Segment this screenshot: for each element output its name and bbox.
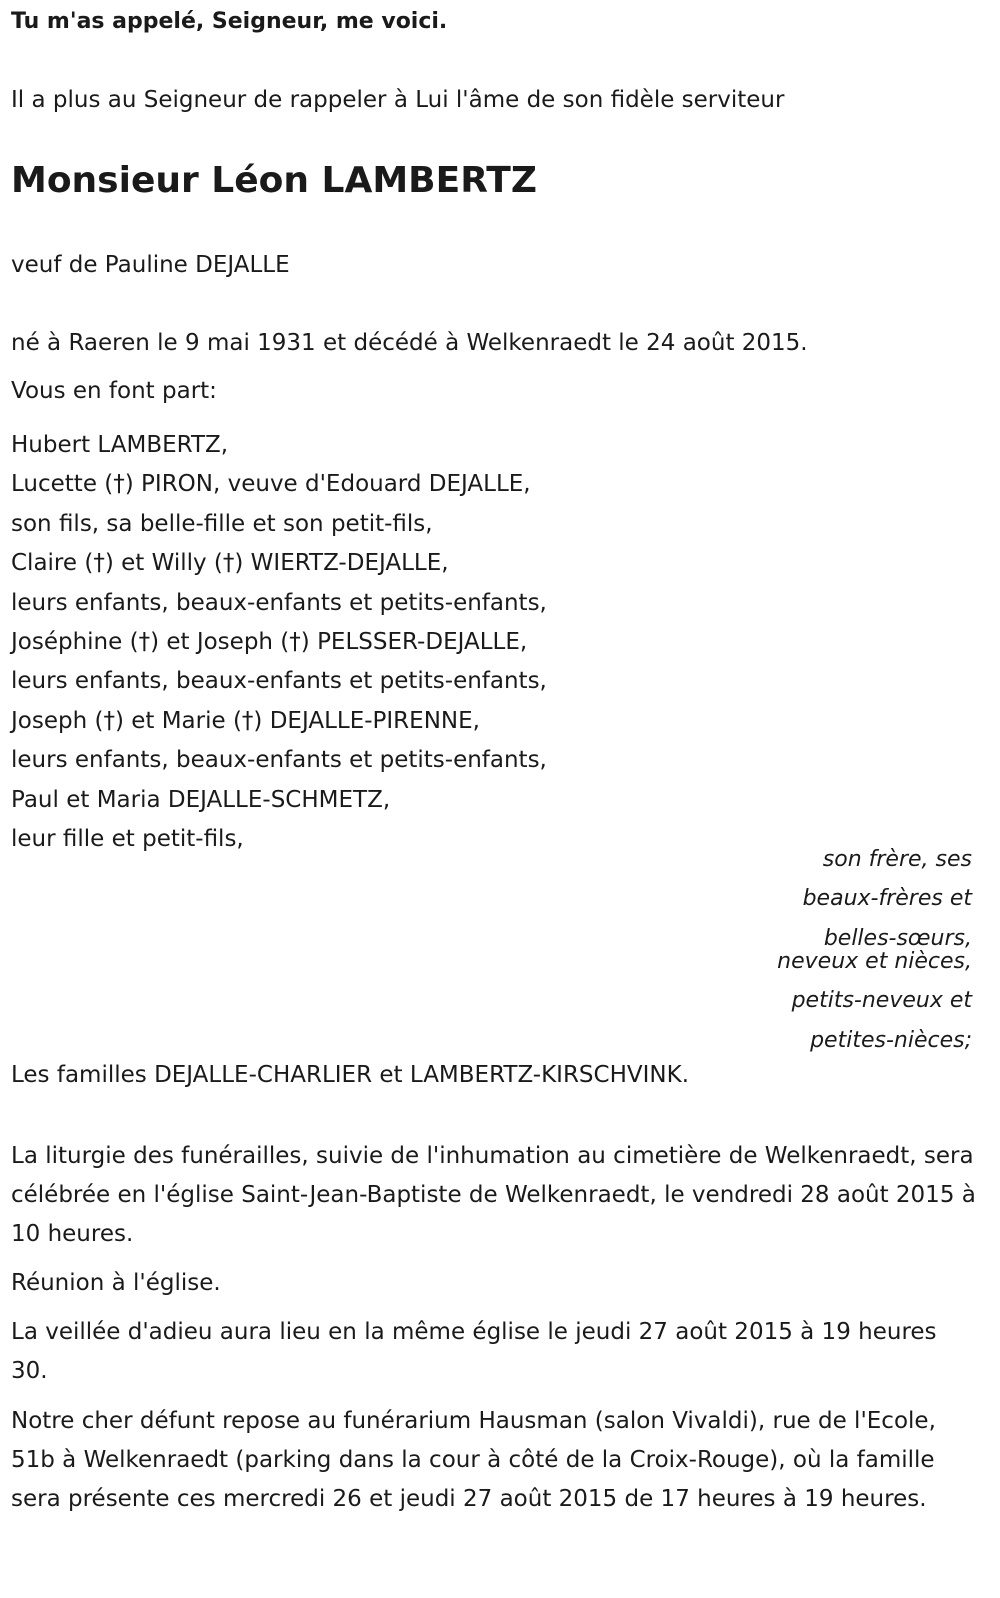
liturgy-paragraph: La liturgie des funérailles, suivie de l'inhumation au cimetière de Welkenraedt, sera célébrée en l'église Saint-Jean-Baptiste de Welkenraedt, le vendredi 28 août 2015 à 10 heures. (11, 1143, 976, 1247)
family-line: son fils, sa belle-fille et son petit-fils, (11, 510, 433, 537)
relation-line: belles-sœurs, (823, 925, 972, 951)
family-line: leurs enfants, beaux-enfants et petits-enfants, (11, 589, 547, 616)
relation-line: neveux et nièces, (777, 949, 972, 974)
family-line: Lucette (†) PIRON, veuve d'Edouard DEJALLE, (11, 471, 531, 498)
relation-line: petits-neveux et (791, 988, 972, 1014)
family-line: leurs enfants, beaux-enfants et petits-enfants, (11, 668, 547, 695)
vigil-paragraph: La veillée d'adieu aura lieu en la même église le jeudi 27 août 2015 à 19 heures 30. (11, 1319, 937, 1384)
family-line: leur fille et petit-fils, (11, 826, 244, 853)
families-line: Les familles DEJALLE-CHARLIER et LAMBERTZ-KIRSCHVINK. (11, 1062, 690, 1088)
deceased-name: Monsieur Léon LAMBERTZ (11, 160, 537, 201)
announce-line: Vous en font part: (11, 378, 217, 404)
relation-line: beaux-frères et (802, 886, 972, 912)
relations-siblings (803, 840, 972, 958)
relations-nephews (777, 942, 972, 1060)
birth-death-line: né à Raeren le 9 mai 1931 et décédé à Welkenraedt le 24 août 2015. (11, 330, 808, 356)
relation-line: son frère, ses (822, 847, 972, 872)
intro-text: Il a plus au Seigneur de rappeler à Lui l'âme de son fidèle serviteur (11, 87, 785, 113)
family-line: Joséphine (†) et Joseph (†) PELSSER-DEJALLE, (11, 629, 528, 656)
spouse-line: veuf de Pauline DEJALLE (11, 252, 290, 278)
funeral-home-paragraph: Notre cher défunt repose au funérarium Hausman (salon Vivaldi), rue de l'Ecole, 51b à Welkenraedt (parking dans la cour à côté de la Croix-Rouge), où la famille sera présente ces mercredi 26 et jeudi 27 août 2015 de 17 heures à 19 heures. (11, 1408, 936, 1512)
family-line: leurs enfants, beaux-enfants et petits-enfants, (11, 747, 547, 774)
relation-line: petites-nièces; (810, 1027, 972, 1053)
family-line: Hubert LAMBERTZ, (11, 432, 229, 458)
family-line: Joseph (†) et Marie (†) DEJALLE-PIRENNE, (11, 707, 480, 734)
family-line: Claire (†) et Willy (†) WIERTZ-DEJALLE, (11, 550, 449, 577)
family-list (11, 426, 547, 859)
reunion-paragraph: Réunion à l'église. (11, 1270, 221, 1296)
heading-verse: Tu m'as appelé, Seigneur, me voici. (11, 9, 448, 34)
family-line: Paul et Maria DEJALLE-SCHMETZ, (11, 786, 391, 813)
